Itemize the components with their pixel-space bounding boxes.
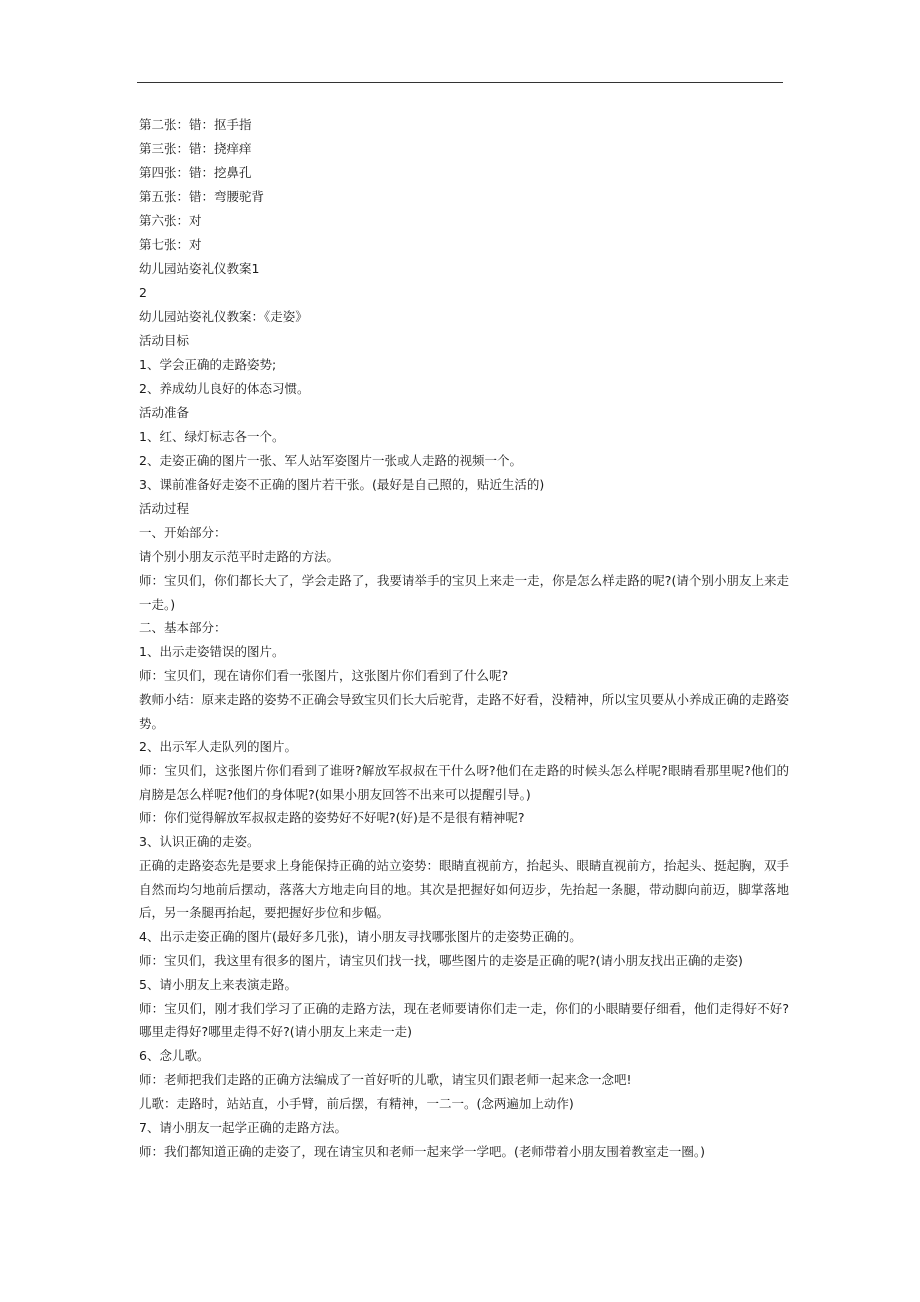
text-line: 第六张：对 (139, 213, 202, 228)
text-line: 师：你们觉得解放军叔叔走路的姿势好不好呢?(好)是不是很有精神呢? (139, 810, 525, 825)
section-heading: 一、开始部分： (139, 525, 227, 540)
text-line: 1、出示走姿错误的图片。 (139, 644, 285, 659)
text-line: 师：我们都知道正确的走姿了，现在请宝贝和老师一起来学一学吧。(老师带着小朋友围着教室走一圈。) (139, 1143, 706, 1159)
text-line: 第四张：错：挖鼻孔 (139, 165, 252, 180)
text-line: 6、念儿歌。 (139, 1047, 210, 1063)
section-heading: 活动准备 (139, 405, 190, 420)
text-line: 第五张：错：弯腰驼背 (139, 189, 265, 204)
text-line: 2、走姿正确的图片一张、军人站军姿图片一张或人走路的视频一个。 (139, 453, 522, 468)
text-line: 7、请小朋友一起学正确的走路方法。 (139, 1119, 347, 1135)
paragraph: 正确的走路姿态先是要求上身能保持正确的站立姿势：眼睛直视前方，抬起头、眼睛直视前方，抬起头、挺起胸，双手自然而均匀地前后摆动，落落大方地走向目的地。其次是把握好如何迈步，先抬起一条腿，带动脚向前迈，脚掌落地后，另一条腿再抬起，要把握好步位和步幅。 (139, 858, 790, 920)
text-line: 3、课前准备好走姿不正确的图片若干张。(最好是自己照的，贴近生活的) (139, 477, 545, 492)
text-line: 第二张：错：抠手指 (139, 117, 252, 132)
text-line: 2、养成幼儿良好的体态习惯。 (139, 381, 310, 396)
document-body (139, 113, 789, 1164)
text-line: 1、红、绿灯标志各一个。 (139, 429, 285, 444)
section-title: 幼儿园站姿礼仪教案1 (139, 261, 260, 276)
section-number: 2 (139, 285, 147, 300)
text-line: 师：宝贝们，我这里有很多的图片，请宝贝们找一找，哪些图片的走姿是正确的呢?(请小朋友找出正确的走姿) (139, 952, 743, 968)
text-line: 1、学会正确的走路姿势; (139, 357, 277, 372)
paragraph: 师：宝贝们，你们都长大了，学会走路了，我要请举手的宝贝上来走一走，你是怎么样走路的呢?(请个别小朋友上来走一走。) (139, 573, 789, 612)
section-heading: 活动目标 (139, 333, 190, 348)
text-line: 2、出示军人走队列的图片。 (139, 739, 297, 754)
section-heading: 活动过程 (139, 501, 190, 516)
header-rule (137, 82, 783, 83)
paragraph: 师：宝贝们，刚才我们学习了正确的走路方法，现在老师要请你们走一走，你们的小眼睛要仔细看，他们走得好不好?哪里走得好?哪里走得不好?(请小朋友上来走一走) (139, 1000, 789, 1039)
text-line: 4、出示走姿正确的图片(最好多几张)，请小朋友寻找哪张图片的走姿势正确的。 (139, 928, 582, 944)
paragraph: 教师小结：原来走路的姿势不正确会导致宝贝们长大后驼背，走路不好看，没精神，所以宝贝要从小养成正确的走路姿势。 (139, 692, 790, 731)
text-line: 5、请小朋友上来表演走路。 (139, 976, 297, 992)
paragraph: 师：宝贝们，这张图片你们看到了谁呀?解放军叔叔在干什么呀?他们在走路的时候头怎么样呢?眼睛看那里呢?他们的肩膀是怎么样呢?他们的身体呢?(如果小朋友回答不出来可以提醒引导。) (139, 763, 789, 802)
text-line: 请个别小朋友示范平时走路的方法。 (139, 549, 340, 564)
section-title: 幼儿园站姿礼仪教案：《走姿》 (139, 309, 308, 324)
text-line: 儿歌：走路时，站站直，小手臂，前后摆，有精神，一二一。(念两遍加上动作) (139, 1095, 574, 1111)
section-heading: 二、基本部分： (139, 620, 227, 635)
text-line: 师：老师把我们走路的正确方法编成了一首好听的儿歌，请宝贝们跟老师一起来念一念吧! (139, 1071, 632, 1087)
text-line: 师：宝贝们，现在请你们看一张图片，这张图片你们看到了什么呢? (139, 668, 509, 683)
text-line: 第七张：对 (139, 237, 202, 252)
text-line: 第三张：错：挠痒痒 (139, 141, 252, 156)
text-line: 3、认识正确的走姿。 (139, 834, 260, 849)
